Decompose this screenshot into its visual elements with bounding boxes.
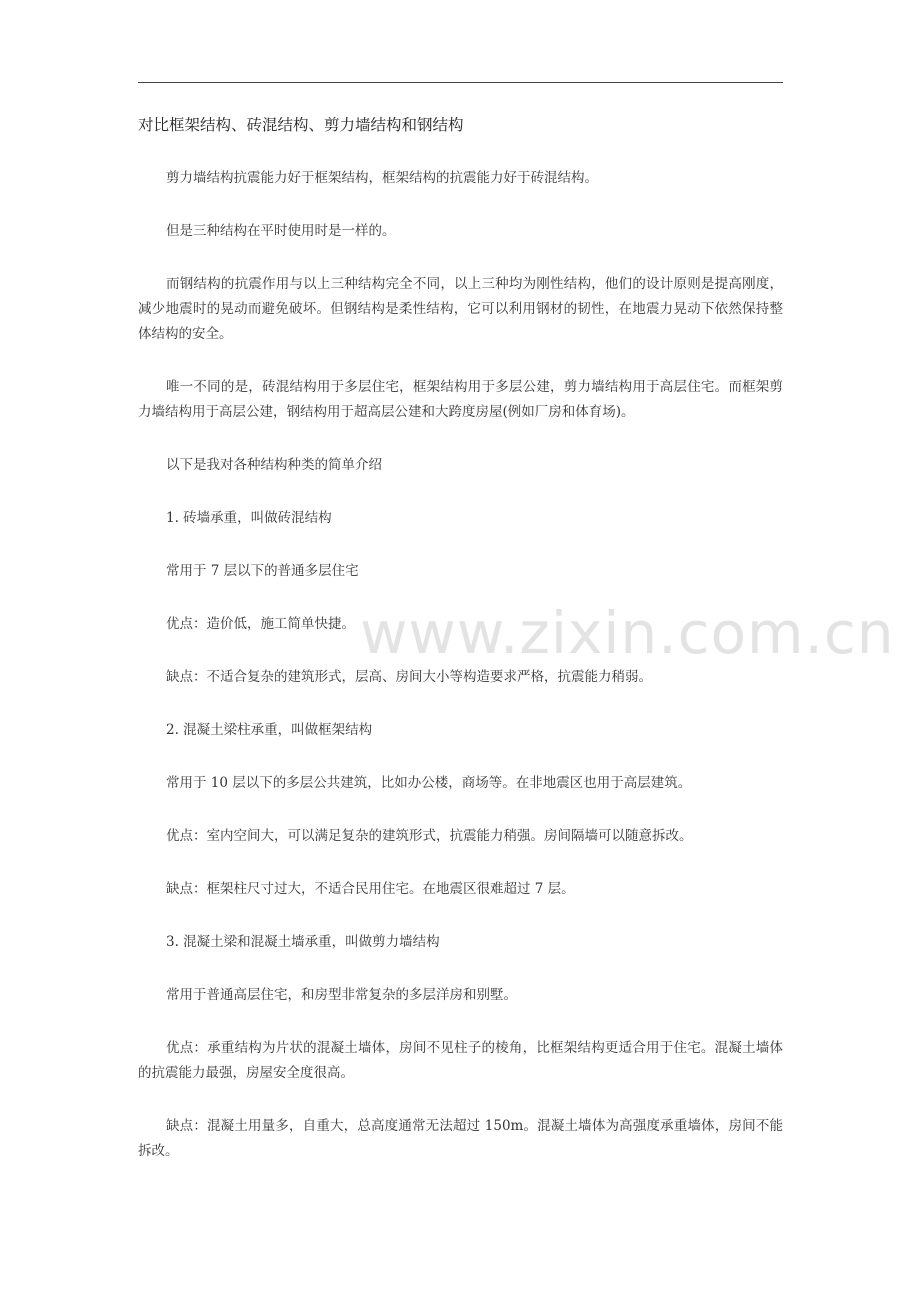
paragraph: 缺点：框架柱尺寸过大，不适合民用住宅。在地震区很难超过 7 层。 bbox=[166, 881, 575, 897]
watermark: www.zixin.com.cn bbox=[360, 599, 895, 667]
paragraph: 优点：承重结构为片状的混凝土墙体，房间不见柱子的棱角，比框架结构更适合用于住宅。混凝土墙体的抗震能力最强，房屋安全度很高。 bbox=[138, 1040, 783, 1081]
paragraph: 缺点：混凝土用量多，自重大，总高度通常无法超过 150m。混凝土墙体为高强度承重墙体，房间不能拆改。 bbox=[138, 1118, 783, 1159]
paragraph: 常用于 7 层以下的普通多层住宅 bbox=[166, 563, 359, 579]
section-heading: 3. 混凝土梁和混凝土墙承重，叫做剪力墙结构 bbox=[166, 934, 440, 950]
paragraph: 但是三种结构在平时使用时是一样的。 bbox=[166, 223, 396, 239]
paragraph: 优点：造价低，施工简单快捷。 bbox=[166, 616, 355, 632]
paragraph: 以下是我对各种结构种类的简单介绍 bbox=[166, 457, 382, 473]
paragraph: 常用于 10 层以下的多层公共建筑，比如办公楼，商场等。在非地震区也用于高层建筑。 bbox=[166, 775, 692, 791]
paragraph: 优点：室内空间大，可以满足复杂的建筑形式，抗震能力稍强。房间隔墙可以随意拆改。 bbox=[166, 828, 693, 844]
header-rule bbox=[138, 82, 783, 83]
section-heading: 1. 砖墙承重，叫做砖混结构 bbox=[166, 510, 332, 526]
paragraph: 常用于普通高层住宅，和房型非常复杂的多层洋房和别墅。 bbox=[166, 987, 517, 1003]
section-heading: 2. 混凝土梁柱承重，叫做框架结构 bbox=[166, 722, 373, 738]
document-body bbox=[138, 166, 783, 1192]
paragraph: 唯一不同的是，砖混结构用于多层住宅，框架结构用于多层公建，剪力墙结构用于高层住宅。而框架剪力墙结构用于高层公建，钢结构用于超高层公建和大跨度房屋(例如厂房和体育场)。 bbox=[138, 379, 783, 420]
paragraph: 而钢结构的抗震作用与以上三种结构完全不同，以上三种均为刚性结构，他们的设计原则是提高刚度，减少地震时的晃动而避免破坏。但钢结构是柔性结构，它可以利用钢材的韧性，在地震力晃动下依然保持整体结构的安全。 bbox=[138, 276, 783, 342]
paragraph: 剪力墙结构抗震能力好于框架结构，框架结构的抗震能力好于砖混结构。 bbox=[166, 170, 598, 186]
paragraph: 缺点：不适合复杂的建筑形式，层高、房间大小等构造要求严格，抗震能力稍弱。 bbox=[166, 669, 652, 685]
document-title: 对比框架结构、砖混结构、剪力墙结构和钢结构 bbox=[138, 116, 464, 134]
